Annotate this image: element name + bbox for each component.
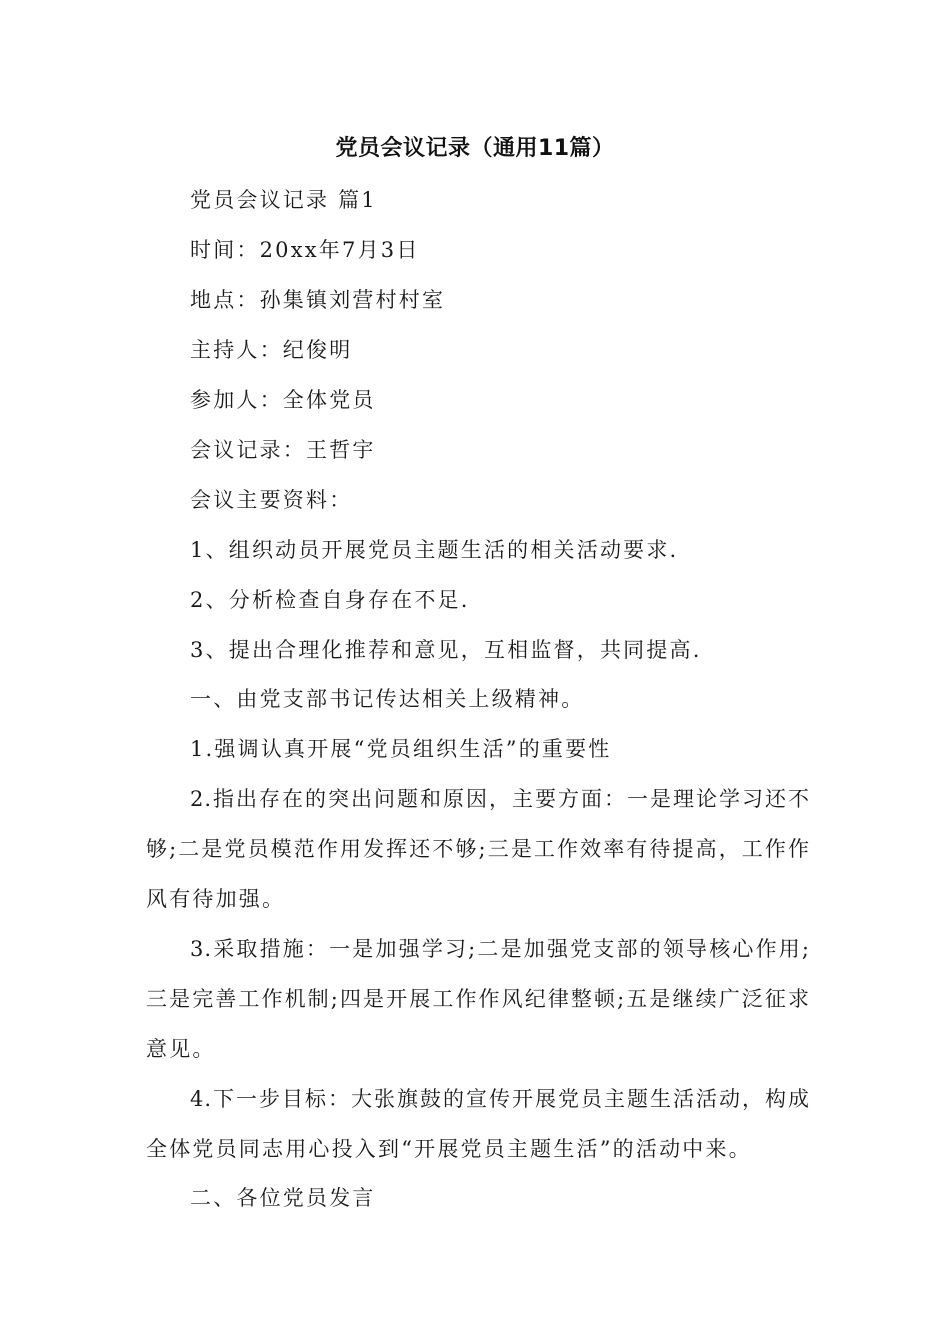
point-3-line-3: 意见。	[146, 1037, 216, 1061]
agenda-item-3: 3、提出合理化推荐和意见，互相监督，共同提高.	[190, 638, 702, 662]
meeting-content-heading: 会议主要资料：	[190, 488, 353, 512]
point-2-line-2: 够;二是党员模范作用发挥还不够;三是工作效率有待提高，工作作	[146, 837, 810, 861]
point-4-line-2: 全体党员同志用心投入到“开展党员主题生活”的活动中来。	[146, 1137, 752, 1161]
point-2-line-1: 2.指出存在的突出问题和原因，主要方面：一是理论学习还不	[190, 787, 810, 811]
agenda-item-2: 2、分析检查自身存在不足.	[190, 588, 470, 612]
section-heading-1: 一、由党支部书记传达相关上级精神。	[190, 687, 585, 711]
meeting-recorder: 会议记录：王哲宇	[190, 438, 376, 462]
meeting-location: 地点：孙集镇刘营村村室	[190, 288, 446, 312]
meeting-time: 时间：20xx年7月3日	[190, 238, 420, 262]
point-4-line-1: 4.下一步目标：大张旗鼓的宣传开展党员主题生活活动，构成	[190, 1087, 810, 1111]
chapter-heading: 党员会议记录 篇1	[190, 188, 377, 212]
meeting-host: 主持人：纪俊明	[190, 338, 353, 362]
point-2-line-3: 风有待加强。	[146, 887, 286, 911]
document-title: 党员会议记录（通用11篇）	[335, 136, 615, 161]
point-3-line-1: 3.采取措施：一是加强学习;二是加强党支部的领导核心作用;	[190, 937, 810, 961]
point-1: 1.强调认真开展“党员组织生活”的重要性	[190, 737, 612, 761]
point-3-line-2: 三是完善工作机制;四是开展工作作风纪律整顿;五是继续广泛征求	[146, 987, 810, 1011]
section-heading-2: 二、各位党员发言	[190, 1186, 376, 1210]
meeting-attendees: 参加人：全体党员	[190, 388, 376, 412]
agenda-item-1: 1、组织动员开展党员主题生活的相关活动要求.	[190, 538, 679, 562]
